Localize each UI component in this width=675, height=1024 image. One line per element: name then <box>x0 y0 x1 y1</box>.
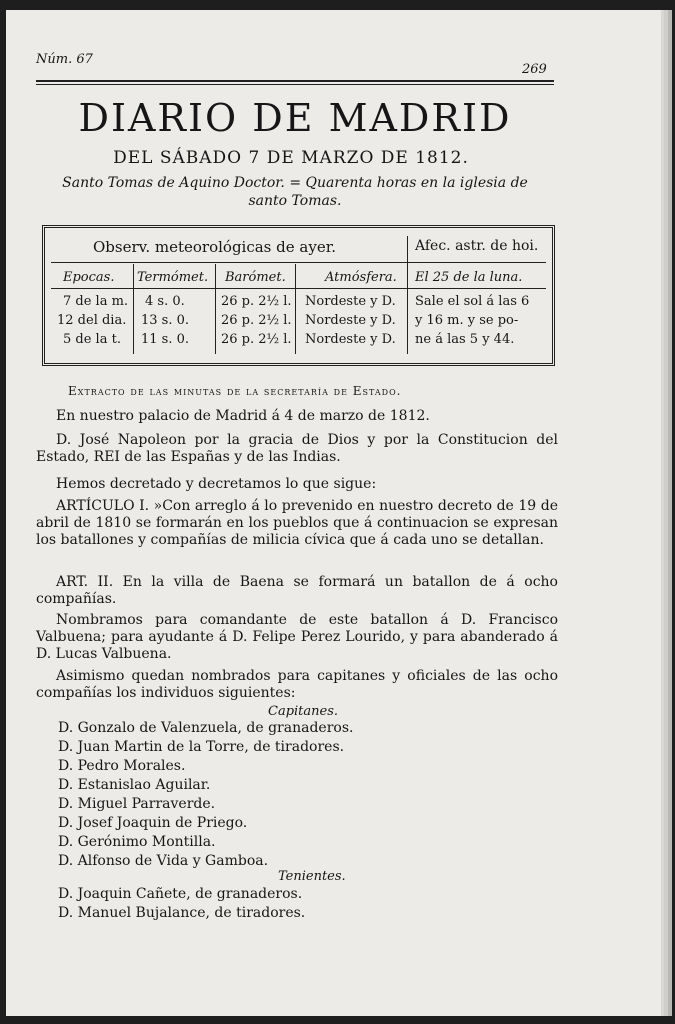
table-divider <box>215 264 216 354</box>
term-3: 11 s. 0. <box>141 332 190 347</box>
epoca-2: 12 del dia. <box>57 313 127 328</box>
list-item: D. Manuel Bujalance, de tiradores. <box>58 905 306 921</box>
paragraph-2: D. José Napoleon por la gracia de Dios y por la Constitucion del Estado, REI de las Españas y de las Indias. <box>36 432 558 465</box>
table-divider <box>407 236 408 354</box>
astro-line-2: y 16 m. y se po- <box>415 313 519 328</box>
list-item: D. Gonzalo de Valenzuela, de granaderos. <box>58 720 354 736</box>
table-rule <box>51 288 546 289</box>
paragraph-6: Nombramos para comandante de este batallon á D. Francisco Valbuena; para ayudante á D. Felipe Perez Lourido, y para abanderado á D. Lucas Valbuena. <box>36 612 558 662</box>
weather-table <box>42 225 555 366</box>
baro-2: 26 p. 2½ l. <box>221 313 292 328</box>
baro-1: 26 p. 2½ l. <box>221 294 292 309</box>
list-item: D. Gerónimo Montilla. <box>58 834 216 850</box>
term-2: 13 s. 0. <box>141 313 190 328</box>
top-rule-thin <box>36 84 554 85</box>
page-number: 269 <box>522 62 547 77</box>
term-1: 4 s. 0. <box>145 294 185 309</box>
list-item: D. Miguel Parraverde. <box>58 796 216 812</box>
epoca-1: 7 de la m. <box>63 294 129 309</box>
paragraph-5: ART. II. En la villa de Baena se formará un batallon de á ocho compañías. <box>36 574 558 607</box>
table-divider <box>295 264 296 354</box>
issue-number: Núm. 67 <box>36 52 93 67</box>
astro-line-1: Sale el sol á las 6 <box>415 294 530 309</box>
list-item: D. Estanislao Aguilar. <box>58 777 211 793</box>
list-item: D. Josef Joaquin de Priego. <box>58 815 248 831</box>
astro-line-3: ne á las 5 y 44. <box>415 332 515 347</box>
col-luna: El 25 de la luna. <box>415 270 523 285</box>
table-divider <box>133 264 134 354</box>
newspaper-page <box>6 10 664 1016</box>
epoca-3: 5 de la t. <box>63 332 121 347</box>
atmo-3: Nordeste y D. <box>305 332 396 347</box>
article-heading: Extracto de las minutas de la secretaría de Estado. <box>68 384 402 398</box>
saint-line: Santo Tomas de Aquino Doctor. = Quarenta horas en la iglesia de santo Tomas. <box>62 175 528 209</box>
capitanes-label: Capitanes. <box>268 704 339 719</box>
paragraph-4: ARTÍCULO I. »Con arreglo á lo prevenido en nuestro decreto de 19 de abril de 1810 se formarán en los pueblos que á continuacion se expresan los batallones y compañías de milicia cívica que á cada uno se detallan. <box>36 498 558 548</box>
date-line: DEL SÁBADO 7 DE MARZO DE 1812. <box>113 148 469 168</box>
list-item: D. Joaquin Cañete, de granaderos. <box>58 886 303 902</box>
col-atmosfera: Atmósfera. <box>325 270 397 285</box>
col-epocas: Epocas. <box>63 270 115 285</box>
baro-3: 26 p. 2½ l. <box>221 332 292 347</box>
paragraph-3: Hemos decretado y decretamos lo que sigue: <box>56 476 377 492</box>
paragraph-7: Asimismo quedan nombrados para capitanes y oficiales de las ocho compañías los individuos siguientes: <box>36 668 558 701</box>
top-rule <box>36 80 554 82</box>
weather-heading: Observ. meteorológicas de ayer. <box>93 238 336 256</box>
masthead-title: DIARIO DE MADRID <box>78 96 512 140</box>
col-termometro: Termómet. <box>137 270 209 285</box>
astro-heading: Afec. astr. de hoi. <box>415 238 539 254</box>
list-item: D. Juan Martin de la Torre, de tiradores. <box>58 739 345 755</box>
list-item: D. Pedro Morales. <box>58 758 186 774</box>
table-rule <box>51 262 546 263</box>
col-barometro: Barómet. <box>225 270 286 285</box>
atmo-1: Nordeste y D. <box>305 294 396 309</box>
atmo-2: Nordeste y D. <box>305 313 396 328</box>
tenientes-label: Tenientes. <box>278 869 346 884</box>
paragraph-1: En nuestro palacio de Madrid á 4 de marzo de 1812. <box>56 408 430 424</box>
list-item: D. Alfonso de Vida y Gamboa. <box>58 853 269 869</box>
